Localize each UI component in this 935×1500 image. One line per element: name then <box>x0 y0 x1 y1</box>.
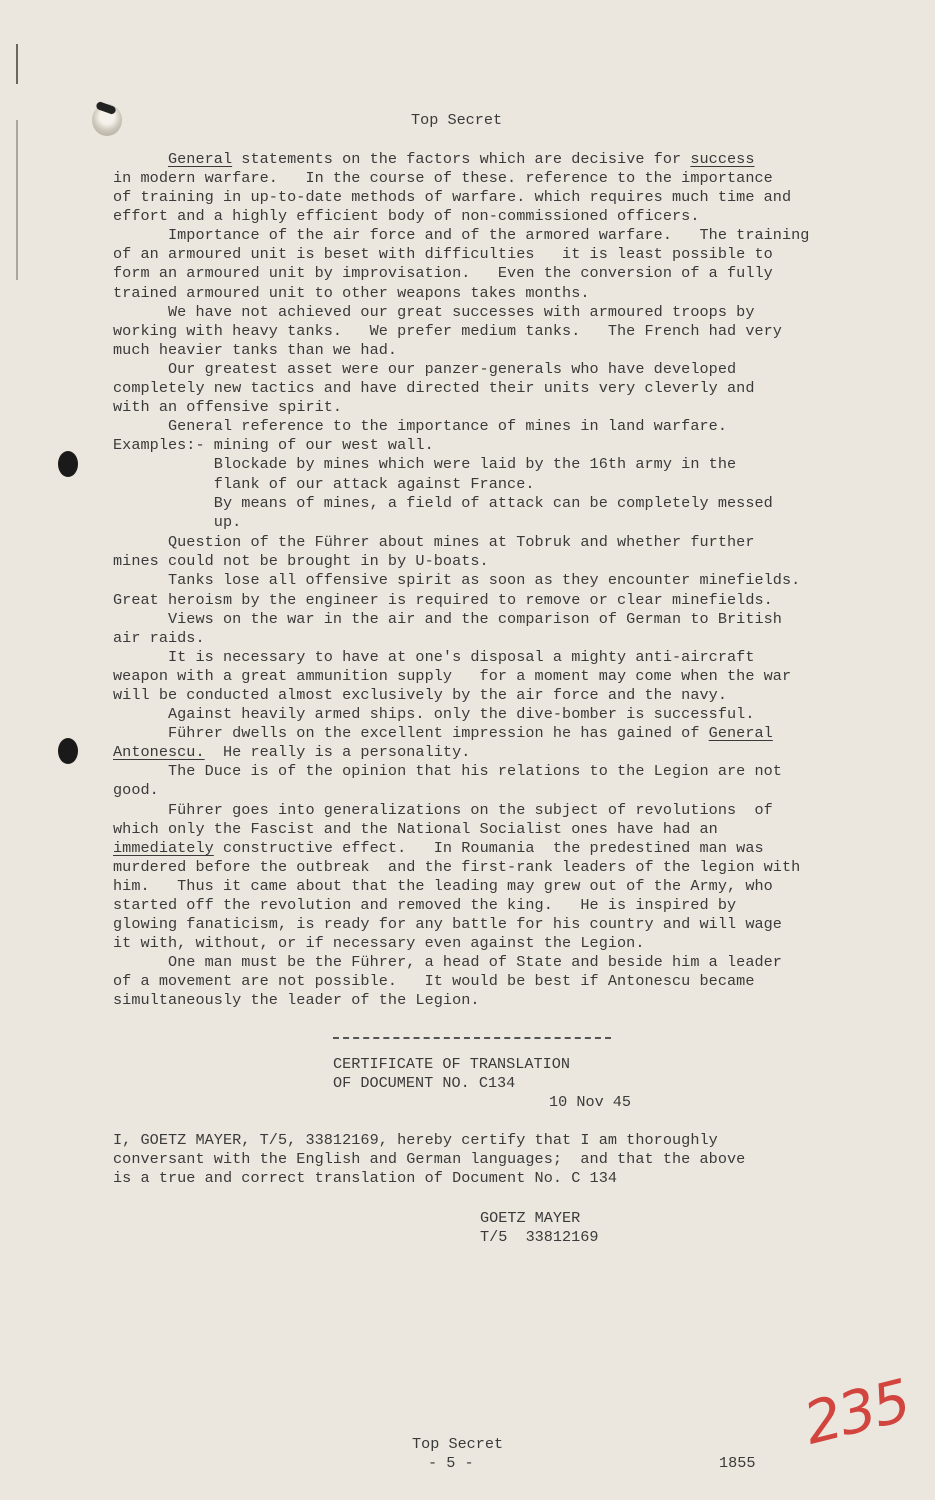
body-line: General reference to the importance of mines in land warfare. <box>113 417 727 435</box>
certificate-title: CERTIFICATE OF TRANSLATION <box>333 1055 570 1073</box>
body-line: weapon with a great ammunition supply for a moment may come when the war <box>113 667 792 685</box>
body-line: started off the revolution and removed the king. He is inspired by <box>113 896 737 914</box>
body-line: Great heroism by the engineer is required to remove or clear minefields. <box>113 591 773 609</box>
separator-rule <box>333 1037 611 1039</box>
body-line: up. <box>113 513 242 531</box>
body-line: which only the Fascist and the National Socialist ones have had an <box>113 820 718 838</box>
body-line: immediately constructive effect. In Roumania the predestined man was <box>113 839 764 857</box>
certificate-text: conversant with the English and German languages; and that the above <box>113 1150 746 1168</box>
certificate-text: I, GOETZ MAYER, T/5, 33812169, hereby certify that I am thoroughly <box>113 1131 718 1149</box>
body-line: It is necessary to have at one's disposal a mighty anti-aircraft <box>113 648 755 666</box>
body-line: Against heavily armed ships. only the dive-bomber is successful. <box>113 705 755 723</box>
certificate-date: 10 Nov 45 <box>549 1093 632 1111</box>
body-line: good. <box>113 781 159 799</box>
footer-classification: Top Secret <box>412 1435 504 1453</box>
body-line: Question of the Führer about mines at Tobruk and whether further <box>113 533 755 551</box>
document-number: 1855 <box>719 1454 756 1472</box>
body-line: Importance of the air force and of the armored warfare. The training <box>113 226 810 244</box>
punch-hole-top <box>58 451 78 477</box>
body-line: We have not achieved our great successes with armoured troops by <box>113 303 755 321</box>
body-line: of a movement are not possible. It would be best if Antonescu became <box>113 972 755 990</box>
body-line: The Duce is of the opinion that his relations to the Legion are not <box>113 762 782 780</box>
body-line: it with, without, or if necessary even against the Legion. <box>113 934 645 952</box>
underlined-success: success <box>690 150 755 168</box>
body-line: Antonescu. He really is a personality. <box>113 743 471 761</box>
body-line: working with heavy tanks. We prefer medium tanks. The French had very <box>113 322 782 340</box>
body-line: air raids. <box>113 629 205 647</box>
edge-mark <box>16 120 18 280</box>
body-line: him. Thus it came about that the leading may grew out of the Army, who <box>113 877 773 895</box>
signer-id: T/5 33812169 <box>480 1228 599 1246</box>
body-line: in modern warfare. In the course of these. reference to the importance <box>113 169 773 187</box>
signer-name: GOETZ MAYER <box>480 1209 581 1227</box>
body-line: Führer dwells on the excellent impression he has gained of General <box>113 724 773 742</box>
body-line: with an offensive spirit. <box>113 398 343 416</box>
body-line: of an armoured unit is beset with difficulties it is least possible to <box>113 245 773 263</box>
edge-mark <box>16 44 18 84</box>
body-line: simultaneously the leader of the Legion. <box>113 991 480 1009</box>
body-line: One man must be the Führer, a head of State and beside him a leader <box>113 953 782 971</box>
red-page-stamp: 235 <box>797 1366 916 1458</box>
certificate-document-number: OF DOCUMENT NO. C134 <box>333 1074 516 1092</box>
body-line: Tanks lose all offensive spirit as soon as they encounter minefields. <box>113 571 801 589</box>
body-line: will be conducted almost exclusively by the air force and the navy. <box>113 686 727 704</box>
underlined-antonescu: Antonescu. <box>113 743 205 761</box>
page-number: - 5 - <box>428 1454 474 1472</box>
body-line: By means of mines, a field of attack can be completely messed <box>113 494 773 512</box>
body-line: Blockade by mines which were laid by the 16th army in the <box>113 455 737 473</box>
body-line: Views on the war in the air and the comparison of German to British <box>113 610 782 628</box>
body-line: Führer goes into generalizations on the subject of revolutions of <box>113 801 773 819</box>
body-line: murdered before the outbreak and the first-rank leaders of the legion with <box>113 858 801 876</box>
body-line: form an armoured unit by improvisation. Even the conversion of a fully <box>113 264 773 282</box>
header-classification: Top Secret <box>411 111 503 129</box>
body-line: mines could not be brought in by U-boats. <box>113 552 489 570</box>
body-line: General statements on the factors which are decisive for success <box>167 150 755 168</box>
body-line: trained armoured unit to other weapons takes months. <box>113 284 590 302</box>
body-line: of training in up-to-date methods of warfare. which requires much time and <box>113 188 792 206</box>
body-line: Our greatest asset were our panzer-generals who have developed <box>113 360 737 378</box>
body-line: Examples:- mining of our west wall. <box>113 436 434 454</box>
underlined-general: General <box>167 150 233 168</box>
underlined-general-2: General <box>708 724 773 742</box>
underlined-immediately: immediately <box>113 839 214 857</box>
body-line: glowing fanaticism, is ready for any battle for his country and will wage <box>113 915 782 933</box>
body-line: completely new tactics and have directed their units very cleverly and <box>113 379 755 397</box>
body-line: flank of our attack against France. <box>113 475 535 493</box>
certificate-text: is a true and correct translation of Document No. C 134 <box>113 1169 618 1187</box>
body-line: effort and a highly efficient body of non-commissioned officers. <box>113 207 700 225</box>
punch-hole-bottom <box>58 738 78 764</box>
body-line: much heavier tanks than we had. <box>113 341 398 359</box>
